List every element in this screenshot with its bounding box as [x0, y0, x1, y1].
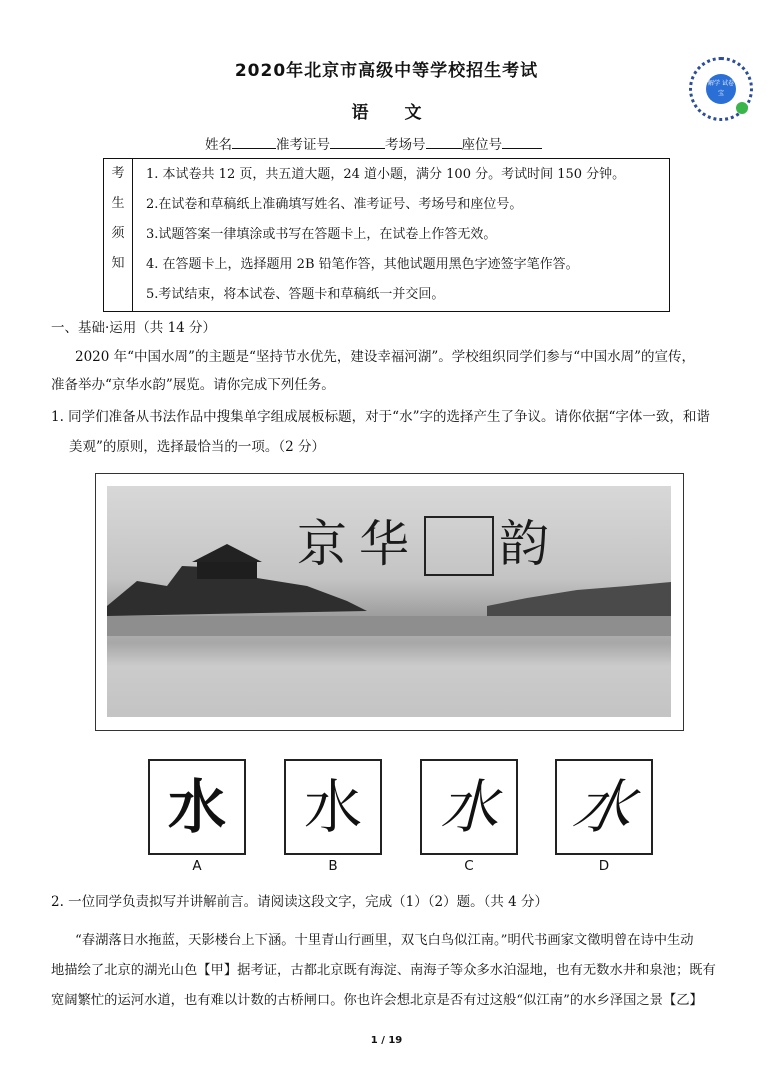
exhibition-banner-image	[95, 473, 684, 731]
exam-number-blank[interactable]	[330, 136, 385, 149]
question-2-text: 2. 一位同学负责拟写并讲解前言。请阅读这段文字，完成（1）（2）题。（共 4 分）	[51, 894, 549, 910]
choice-c-calligraphy[interactable]	[420, 759, 518, 855]
choice-glyph: 水	[303, 773, 362, 841]
passage-line: 地描绘了北京的湖光山色【甲】据考证，古都北京既有海淀、南海子等众多水泊湿地，也有无数水井和泉池；既有	[51, 963, 716, 978]
lake-landscape-photo	[107, 486, 671, 717]
question-1-text: 1. 同学们准备从书法作品中搜集单字组成展板标题，对于“水”字的选择产生了争议。请你依据“字体一致，和谐	[51, 409, 710, 425]
room-blank[interactable]	[426, 136, 462, 149]
notice-side-label	[104, 159, 133, 312]
choice-glyph: 水	[167, 773, 226, 841]
passage-line: 宽阔繁忙的运河水道，也有难以计数的古桥闸口。你也许会想北京是否有过这般“似江南”的水乡泽国之景【乙】	[51, 993, 703, 1008]
candidate-notice-table	[103, 158, 670, 312]
qr-badge-label: 解学 试卷宝	[706, 74, 736, 104]
subject-title: 语 文	[351, 103, 422, 123]
notice-rule: 3.试题答案一律填涂或书写在答题卡上，在试卷上作答无效。	[146, 227, 497, 242]
name-label: 姓名	[205, 137, 232, 153]
passage-line: “春湖落日水拖蓝，天影楼台上下涵。十里青山行画里，双飞白鸟似江南。”明代书画家文徵明曾在诗中生动	[75, 933, 694, 948]
notice-side-char: 知	[111, 256, 125, 271]
choice-a-calligraphy[interactable]	[148, 759, 246, 855]
intro-paragraph-line: 准备举办“京华水韵”展览。请你完成下列任务。	[51, 377, 335, 393]
choice-d-label: D	[598, 858, 610, 874]
notice-side-char: 须	[111, 226, 125, 241]
notice-rules	[133, 159, 670, 312]
candidate-info-line	[205, 133, 542, 153]
page-number: 1 / 19	[370, 1035, 403, 1046]
question-1-text: 美观”的原则，选择最恰当的一项。（2 分）	[69, 439, 326, 455]
notice-rule: 2.在试卷和草稿纸上准确填写姓名、准考证号、考场号和座位号。	[146, 197, 523, 212]
banner-char: 华	[359, 515, 409, 573]
choice-d-calligraphy[interactable]	[555, 759, 653, 855]
wechat-icon	[736, 102, 748, 114]
banner-char: 京	[297, 515, 347, 573]
notice-rule: 5.考试结束，将本试卷、答题卡和草稿纸一并交回。	[146, 287, 445, 302]
notice-rule: 1. 本试卷共 12 页，共五道大题，24 道小题，满分 100 分。考试时间 150 分钟。	[146, 167, 626, 182]
choice-glyph: 水	[567, 773, 641, 841]
notice-side-char: 生	[111, 196, 125, 211]
banner-char: 韵	[499, 515, 549, 573]
section-heading: 一、基础·运用（共 14 分）	[51, 320, 217, 336]
seat-label: 座位号	[461, 137, 502, 153]
seat-blank[interactable]	[502, 136, 542, 149]
missing-character-box[interactable]	[424, 516, 494, 576]
choice-b-calligraphy[interactable]	[284, 759, 382, 855]
exam-number-label: 准考证号	[276, 137, 330, 153]
intro-paragraph-line: 2020 年“中国水周”的主题是“坚持节水优先，建设幸福河湖”。学校组织同学们参与“中国水周”的宣传，	[75, 349, 696, 365]
exam-title: 2020年北京市高级中等学校招生考试	[234, 61, 539, 81]
choice-a-label: A	[192, 858, 202, 874]
choice-b-label: B	[328, 858, 338, 874]
choice-c-label: C	[464, 858, 474, 874]
name-blank[interactable]	[232, 136, 276, 149]
room-label: 考场号	[385, 137, 426, 153]
notice-side-char: 考	[111, 166, 125, 181]
notice-rule: 4. 在答题卡上，选择题用 2B 铅笔作答，其他试题用黑色字迹签字笔作答。	[146, 257, 579, 272]
qr-code-badge[interactable]	[689, 57, 753, 121]
choice-glyph: 水	[439, 773, 498, 841]
